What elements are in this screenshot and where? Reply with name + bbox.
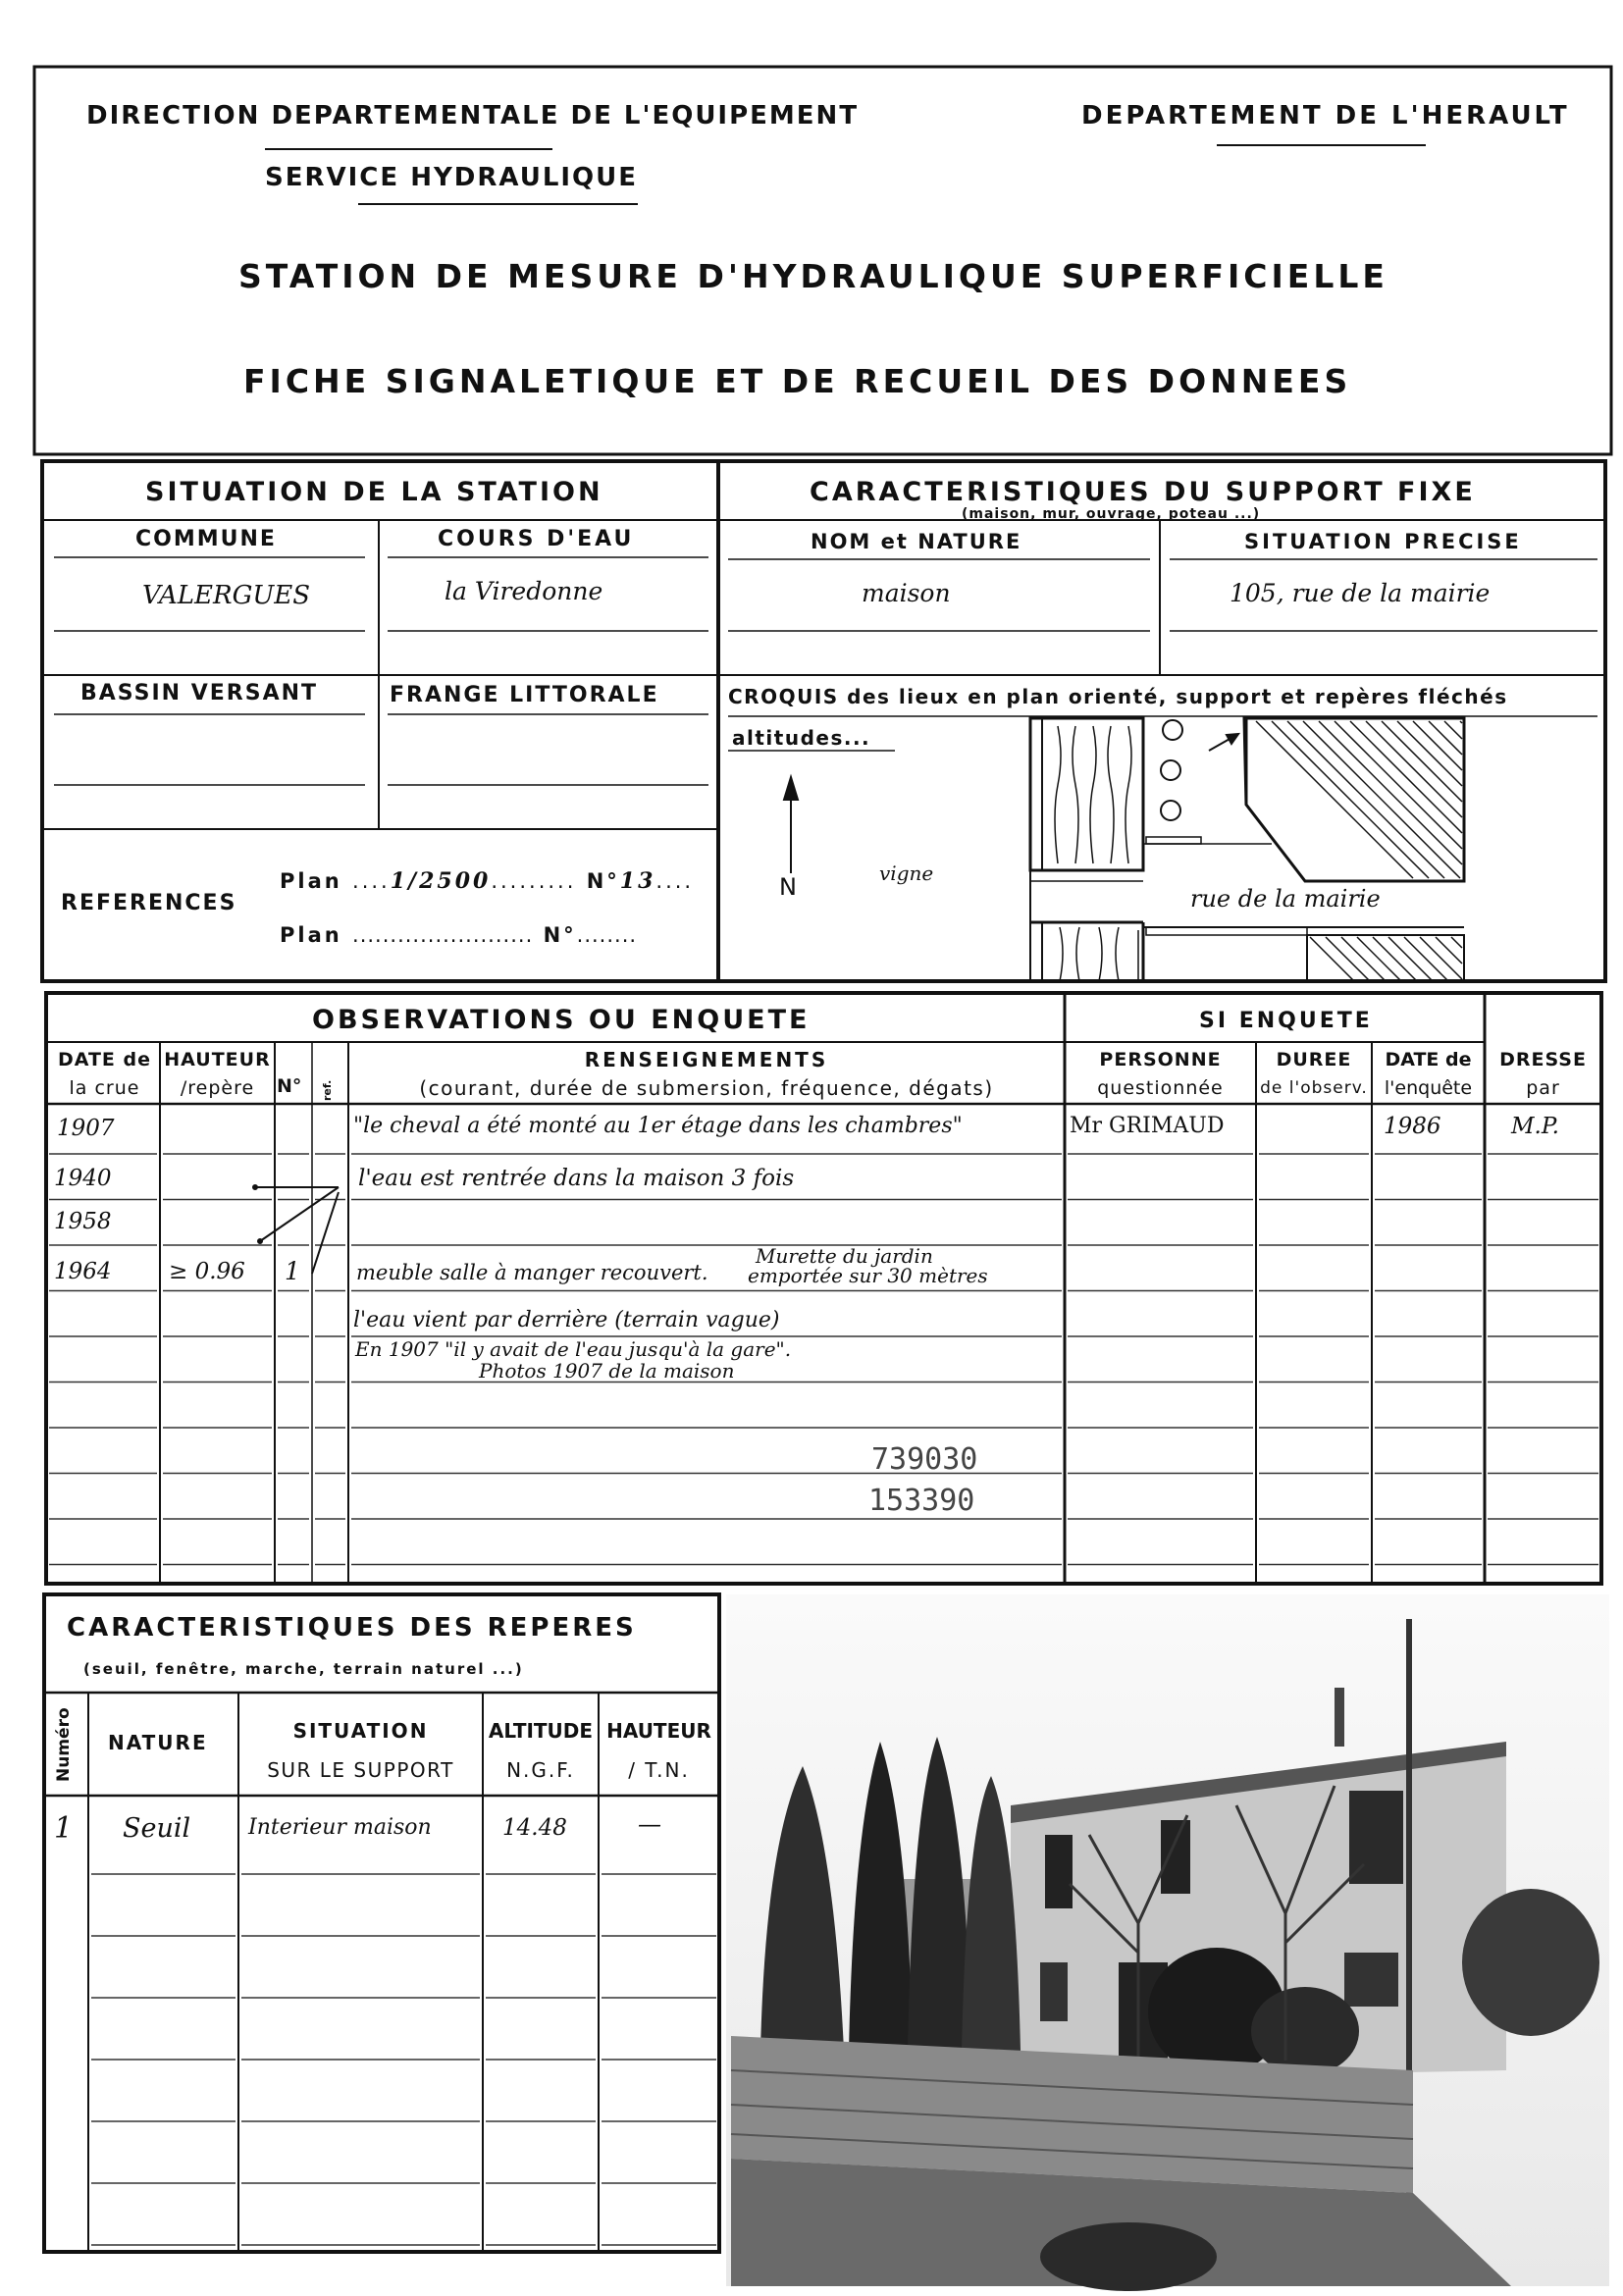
col-hauteur-tn-2: / T.N. <box>628 1758 690 1782</box>
col-numero: Numéro <box>54 1707 74 1782</box>
row2-date: 1940 <box>54 1166 112 1191</box>
row1-personne: Mr GRIMAUD <box>1070 1114 1225 1138</box>
row1-date: 1907 <box>57 1116 115 1141</box>
cours-eau-label: COURS D'EAU <box>438 527 635 551</box>
rep1-numero: 1 <box>54 1811 74 1846</box>
commune-label: COMMUNE <box>135 527 277 551</box>
col-duree-2: de l'observ. <box>1260 1078 1368 1098</box>
col-personne <box>1065 1046 1256 1103</box>
col-dresse-2: par <box>1526 1077 1560 1099</box>
col-situation <box>238 1711 483 1790</box>
col-nature: NATURE <box>108 1731 208 1754</box>
row1-dresse: M.P. <box>1511 1114 1559 1139</box>
row3-date: 1958 <box>54 1209 112 1234</box>
altitudes-label: altitudes... <box>732 726 871 750</box>
fiche-title: FICHE SIGNALETIQUE ET DE RECUEIL DES DONNEES <box>243 362 1352 400</box>
situation-precise-label: SITUATION PRECISE <box>1244 530 1522 553</box>
note-eau: l'eau vient par derrière (terrain vague) <box>353 1308 780 1332</box>
croquis-label: CROQUIS des lieux en plan orienté, support et repères fléchés <box>728 685 1508 708</box>
col-ren-1: RENSEIGNEMENTS <box>584 1048 829 1071</box>
reperes-title: CARACTERISTIQUES DES REPERES <box>67 1613 637 1643</box>
plan2-row <box>280 923 637 947</box>
row1-text: "le cheval a été monté au 1er étage dans les chambres" <box>353 1114 963 1138</box>
bassin-label: BASSIN VERSANT <box>80 681 319 705</box>
note-photos: Photos 1907 de la maison <box>479 1359 735 1383</box>
col-altitude-1: ALTITUDE <box>488 1719 594 1743</box>
col-date-enquete-2: l'enquête <box>1384 1077 1473 1099</box>
service-title: SERVICE HYDRAULIQUE <box>265 163 639 192</box>
plan1-row: Plan ....1/2500......... N°13.... <box>280 868 695 894</box>
no2-dots: ........ <box>576 923 638 947</box>
col-situation-1: SITUATION <box>292 1719 429 1743</box>
reperes-subtitle: (seuil, fenêtre, marche, terrain naturel ...) <box>83 1660 524 1678</box>
col-duree <box>1256 1046 1372 1103</box>
frange-label: FRANGE LITTORALE <box>390 683 659 707</box>
row4-date: 1964 <box>54 1259 112 1284</box>
col-date-enquete-1: DATE de <box>1385 1049 1472 1070</box>
direction-title: DIRECTION DEPARTEMENTALE DE L'EQUIPEMENT <box>86 101 860 130</box>
plan2-label: Plan <box>280 923 342 947</box>
col-hauteur-tn-1: HAUTEUR <box>606 1719 711 1743</box>
row4-text: meuble salle à manger recouvert. <box>356 1261 708 1284</box>
col-date-crue-2: la crue <box>69 1077 140 1099</box>
vigne-label: vigne <box>879 861 934 885</box>
nom-nature-value: maison <box>862 579 951 607</box>
nom-nature-label: NOM et NATURE <box>811 530 1022 553</box>
observations-title: OBSERVATIONS OU ENQUETE <box>312 1005 811 1035</box>
col-duree-1: DUREE <box>1276 1049 1352 1070</box>
col-personne-1: PERSONNE <box>1099 1049 1222 1070</box>
row1-date-enquete: 1986 <box>1384 1114 1441 1139</box>
row4-muret <box>748 1246 988 1285</box>
si-enquete-label: SI ENQUETE <box>1199 1009 1373 1033</box>
col-hauteur-2: /repère <box>180 1077 255 1099</box>
note-1907: En 1907 "il y avait de l'eau jusqu'à la gare". <box>355 1337 792 1361</box>
coord-x: 739030 <box>871 1442 978 1477</box>
col-date-enquete <box>1372 1046 1485 1103</box>
coord-y: 153390 <box>868 1484 975 1518</box>
commune-value: VALERGUES <box>142 581 311 610</box>
col-dresse-1: DRESSE <box>1499 1049 1587 1070</box>
references-label: REFERENCES <box>61 891 237 915</box>
plan1-value: 1/2500 <box>390 868 492 894</box>
rep1-hauteur: — <box>638 1810 661 1838</box>
rep1-altitude: 14.48 <box>502 1815 567 1841</box>
col-hauteur-1: HAUTEUR <box>164 1049 271 1070</box>
col-ren-2: (courant, durée de submersion, fréquence, dégats) <box>419 1076 994 1100</box>
col-ref: ref. <box>321 1079 334 1101</box>
situation-precise-value: 105, rue de la mairie <box>1230 579 1491 607</box>
col-date-crue <box>49 1046 160 1103</box>
situation-title: SITUATION DE LA STATION <box>145 477 603 507</box>
no2-label: N° <box>543 923 577 947</box>
rue-label: rue de la mairie <box>1190 885 1381 913</box>
rep1-situation: Interieur maison <box>248 1815 432 1840</box>
cours-eau-value: la Viredonne <box>445 577 603 605</box>
support-subtitle: (maison, mur, ouvrage, poteau ...) <box>962 506 1261 522</box>
col-no: N° <box>277 1075 302 1097</box>
support-title: CARACTERISTIQUES DU SUPPORT FIXE <box>810 477 1476 507</box>
col-altitude-2: N.G.F. <box>506 1758 575 1782</box>
col-hauteur-tn <box>599 1711 719 1790</box>
row4-hauteur: ≥ 0.96 <box>169 1259 245 1284</box>
col-hauteur <box>160 1046 275 1103</box>
plan2-dots: ........................ <box>352 923 534 947</box>
muret-line2: emportée sur 30 mètres <box>748 1264 988 1287</box>
no1-label: N° <box>586 869 620 893</box>
muret-line1: Murette du jardin <box>756 1244 933 1268</box>
plan1-label: Plan <box>280 869 342 893</box>
col-personne-2: questionnée <box>1097 1077 1224 1099</box>
rep1-nature: Seuil <box>123 1813 191 1844</box>
departement-title: DEPARTEMENT DE L'HERAULT <box>1081 101 1570 130</box>
north-label: N <box>779 873 797 901</box>
col-situation-2: SUR LE SUPPORT <box>267 1758 454 1782</box>
col-altitude <box>483 1711 599 1790</box>
row2-text: l'eau est rentrée dans la maison 3 fois <box>358 1166 795 1191</box>
station-title: STATION DE MESURE D'HYDRAULIQUE SUPERFICIELLE <box>238 257 1388 295</box>
col-date-crue-1: DATE de <box>57 1049 152 1070</box>
row4-no: 1 <box>285 1257 300 1285</box>
col-dresse <box>1485 1046 1601 1103</box>
col-renseignements <box>348 1046 1065 1103</box>
no1-value: 13 <box>619 868 656 894</box>
